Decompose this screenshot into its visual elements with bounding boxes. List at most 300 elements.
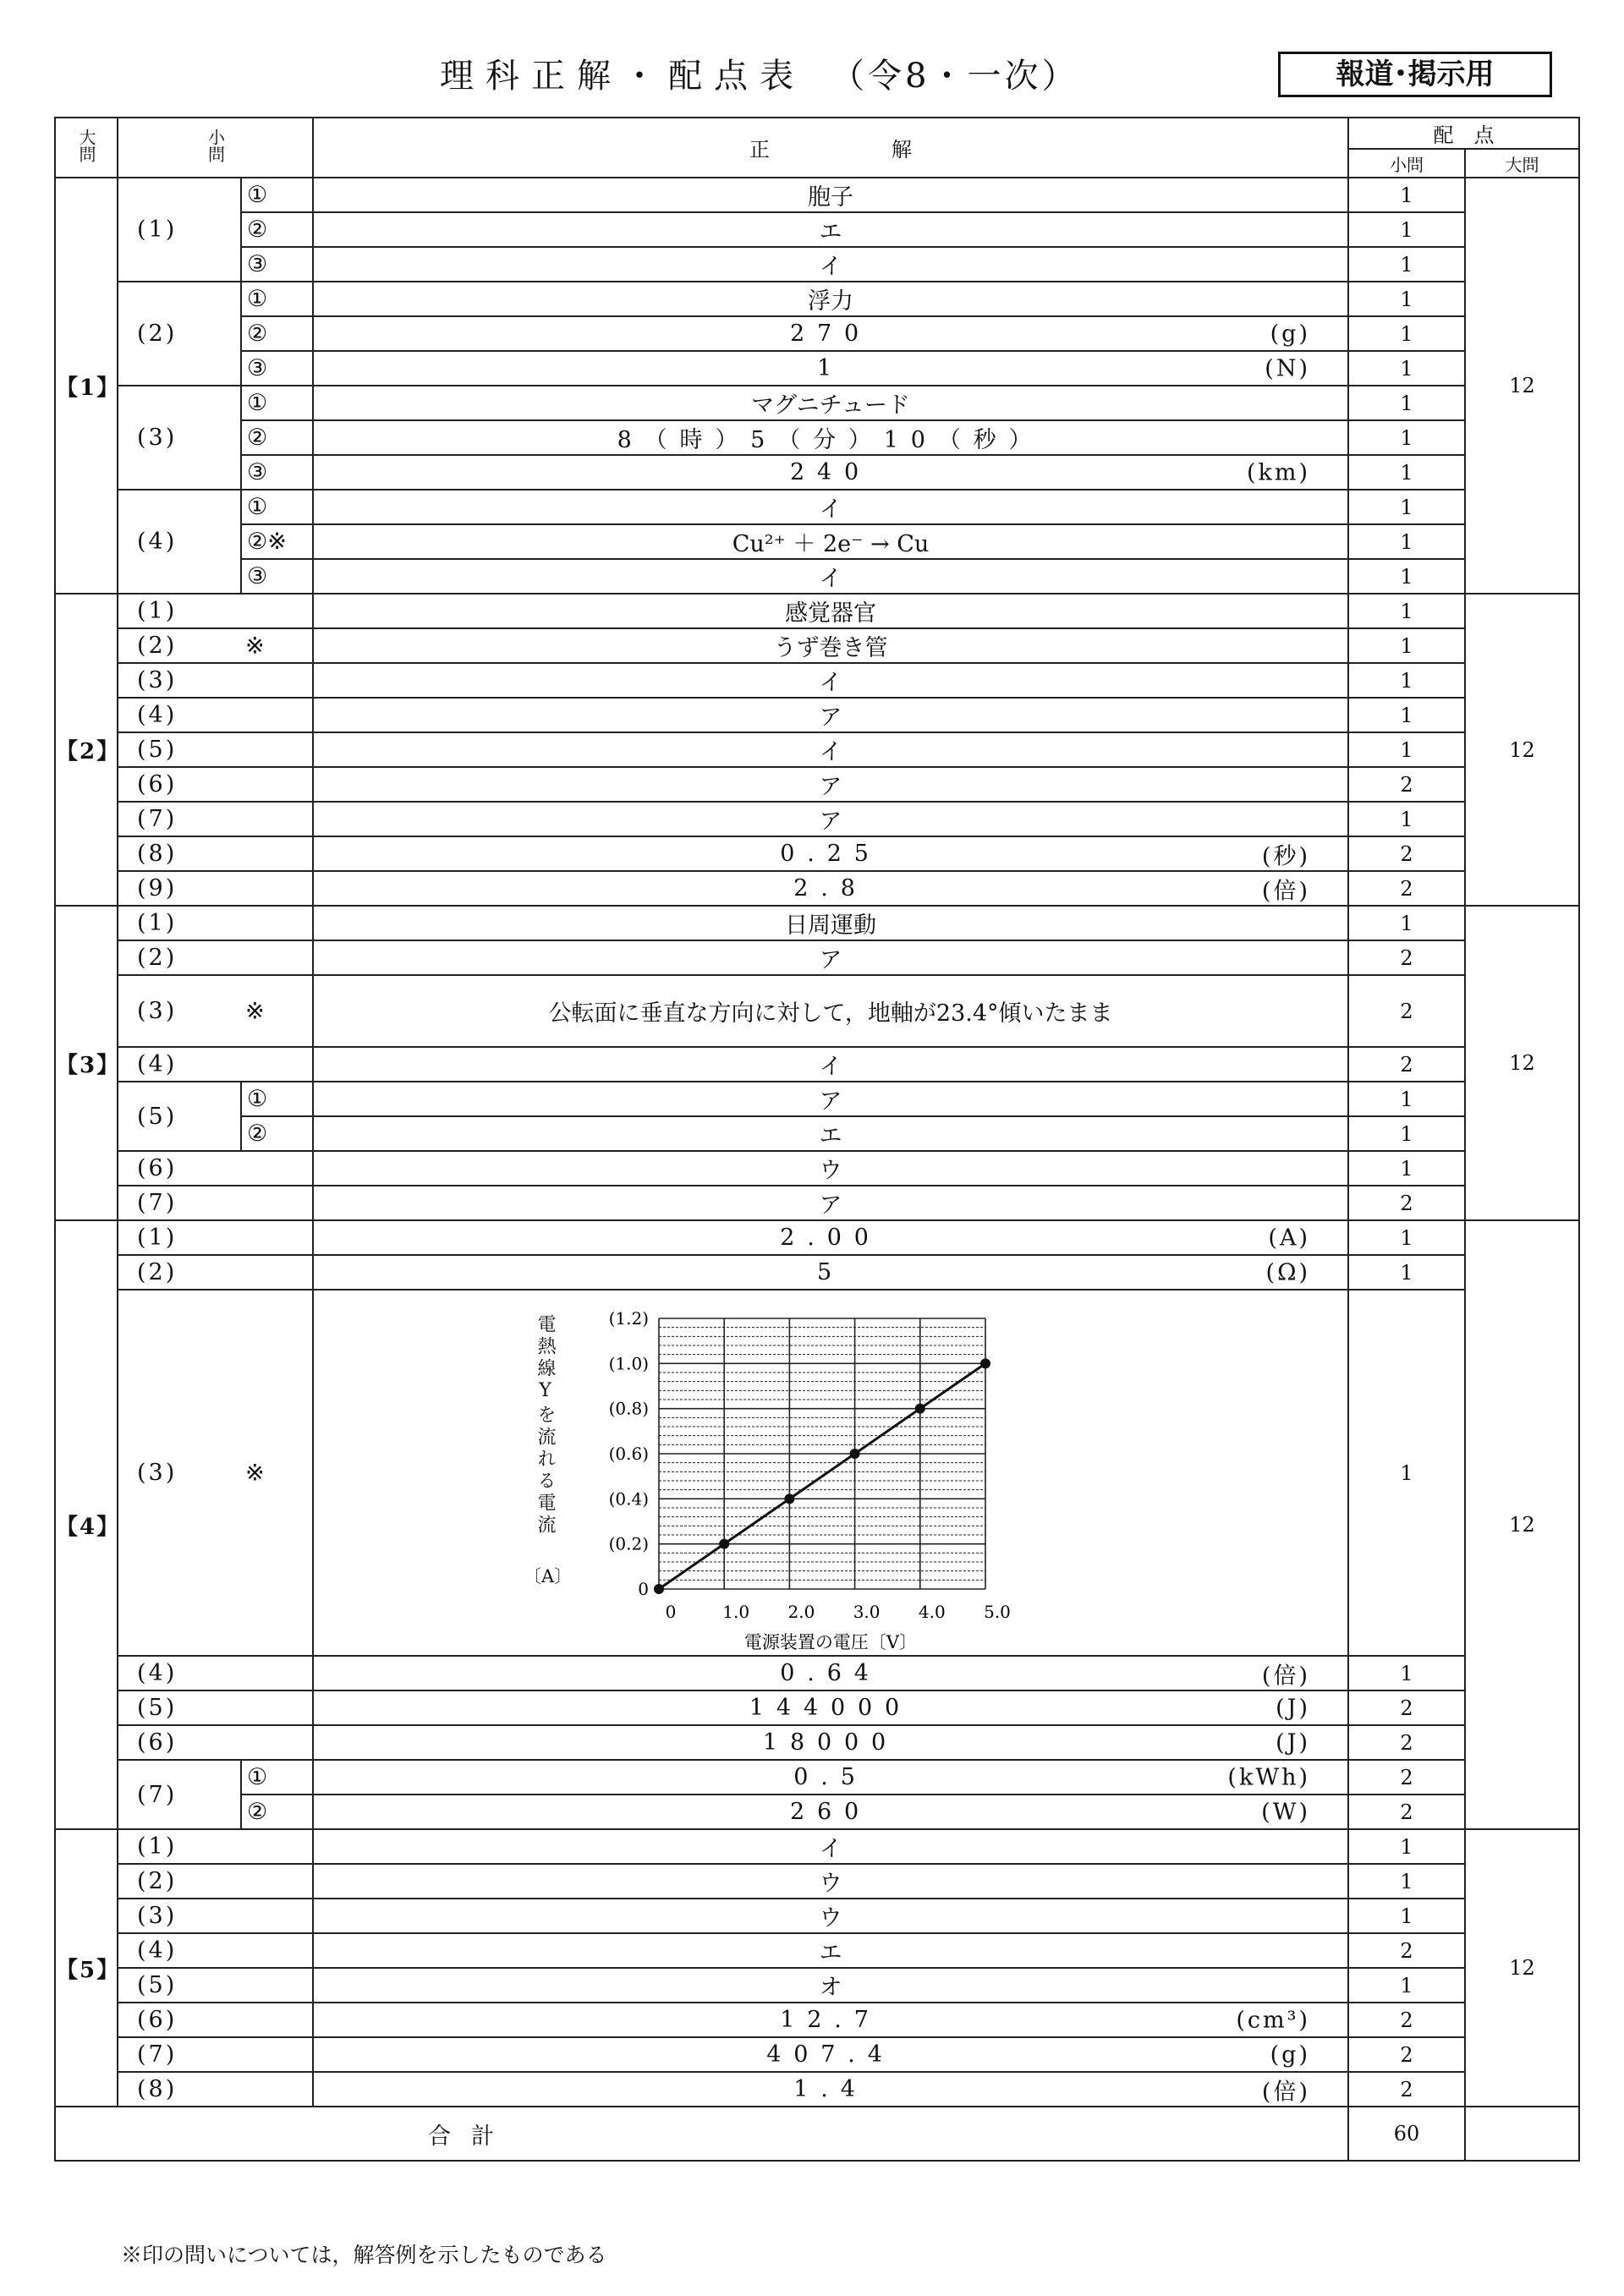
y-axis-title: 電熱線Yを流れる電流 — [535, 1314, 556, 1537]
answer-table — [54, 117, 1580, 2162]
question-points: 1 — [1348, 524, 1465, 559]
answer-cell — [313, 351, 1348, 386]
answer-cell — [313, 178, 1348, 212]
question-number — [118, 2072, 313, 2107]
question-number-text: (9) — [137, 875, 178, 901]
question-number-text: (6) — [137, 1729, 178, 1756]
sample-answer-mark: ※ — [245, 633, 267, 659]
answer-unit: (km) — [1246, 459, 1310, 485]
question-number — [118, 940, 313, 975]
answer-unit: (秒) — [1261, 843, 1310, 869]
question-number: (1) — [118, 178, 241, 282]
table-row — [55, 178, 1579, 212]
answer-cell — [313, 282, 1348, 316]
question-number-text: (4) — [137, 1051, 178, 1077]
page-title — [440, 49, 1078, 97]
answer-cell — [313, 663, 1348, 698]
question-number-text: (5) — [137, 737, 178, 763]
question-points: 1 — [1348, 906, 1465, 940]
table-row — [55, 1933, 1579, 1968]
data-point — [654, 1584, 664, 1594]
answer-text: Cu²⁺ ＋ 2e⁻ → Cu — [732, 531, 930, 557]
question-number-text: (5) — [137, 1695, 178, 1721]
question-points: 2 — [1348, 975, 1465, 1047]
answer-text: 407.4 — [766, 2041, 895, 2068]
table-row — [55, 628, 1579, 663]
answer-unit: (A) — [1268, 1225, 1310, 1251]
question-number-text: (4) — [137, 1937, 178, 1964]
table-row — [55, 2072, 1579, 2107]
answer-cell — [313, 2003, 1348, 2037]
question-points: 1 — [1348, 1255, 1465, 1290]
answer-text: 240 — [789, 459, 872, 485]
answer-unit: (J) — [1276, 1729, 1310, 1756]
question-number — [118, 802, 313, 836]
answer-unit: (N) — [1265, 355, 1310, 381]
answer-text: ア — [819, 704, 842, 731]
question-number — [118, 1047, 313, 1082]
question-points: 1 — [1348, 212, 1465, 247]
table-row — [55, 212, 1579, 247]
question-number — [118, 1968, 313, 2003]
question-number-text: (1) — [137, 598, 178, 624]
table-row — [55, 975, 1579, 1047]
sub-question-number: ③ — [241, 559, 313, 594]
answer-text: 胞子 — [808, 184, 853, 211]
answer-cell — [313, 732, 1348, 767]
question-points: 2 — [1348, 1690, 1465, 1725]
answer-text: イ — [819, 254, 842, 280]
y-tick-label: 0 — [638, 1579, 649, 1599]
answer-unit: (倍) — [1261, 2079, 1310, 2105]
question-number-text: (8) — [137, 841, 178, 867]
y-tick-label: (0.6) — [608, 1444, 649, 1464]
question-number-text: (3) — [137, 667, 178, 693]
section-points: 12 — [1465, 906, 1579, 1220]
header-small-question-text: 小問 — [205, 129, 226, 162]
answer-text: 260 — [789, 1799, 872, 1825]
answer-cell — [313, 1933, 1348, 1968]
x-axis-title: 電源装置の電圧〔V〕 — [743, 1632, 918, 1652]
table-row — [55, 1968, 1579, 2003]
table-row — [55, 1760, 1579, 1795]
question-number-text: (1) — [137, 1833, 178, 1860]
table-row — [55, 1725, 1579, 1760]
table-row — [55, 1047, 1579, 1082]
table-row — [55, 490, 1579, 524]
answer-cell — [313, 628, 1348, 663]
table-row — [55, 1290, 1579, 1656]
question-number — [118, 906, 313, 940]
data-point — [784, 1493, 794, 1504]
sub-question-number: ③ — [241, 351, 313, 386]
answer-text: 公転面に垂直な方向に対して，地軸が23.4°傾いたまま — [548, 1000, 1113, 1027]
answer-unit: (倍) — [1261, 878, 1310, 904]
answer-cell — [313, 455, 1348, 490]
question-number-text: (7) — [137, 1190, 178, 1216]
answer-cell — [313, 1829, 1348, 1864]
question-number: (4) — [118, 490, 241, 594]
answer-cell — [313, 1690, 1348, 1725]
section-label: 【1】 — [55, 178, 118, 594]
answer-text: ア — [819, 947, 842, 973]
question-points: 1 — [1348, 1968, 1465, 2003]
header-points-big: 大問 — [1465, 149, 1579, 178]
answer-text: エ — [819, 219, 842, 245]
question-number — [118, 1186, 313, 1220]
question-points: 2 — [1348, 940, 1465, 975]
question-number — [118, 871, 313, 906]
question-number — [118, 1864, 313, 1899]
section-label: 【3】 — [55, 906, 118, 1220]
data-point — [915, 1404, 925, 1414]
answer-text: 1.4 — [793, 2076, 868, 2102]
answer-cell — [313, 940, 1348, 975]
question-number — [118, 1690, 313, 1725]
title-subtitle: （令8・一次） — [831, 57, 1079, 96]
question-number-text: (4) — [137, 1660, 178, 1686]
answer-text: 2.8 — [793, 875, 868, 901]
answer-text: 5 — [816, 1259, 845, 1285]
answer-text: 1 — [816, 355, 845, 381]
question-points: 1 — [1348, 316, 1465, 351]
answer-text: エ — [819, 1123, 842, 1149]
answer-text: イ — [819, 1836, 842, 1862]
question-number — [118, 1725, 313, 1760]
question-number: (7) — [118, 1760, 241, 1829]
answer-text: エ — [819, 1940, 842, 1966]
sub-question-number: ③ — [241, 455, 313, 490]
table-row — [55, 247, 1579, 282]
answer-cell — [313, 1760, 1348, 1795]
section-points: 12 — [1465, 1220, 1579, 1829]
answer-unit: (倍) — [1261, 1663, 1310, 1689]
question-number-text: (1) — [137, 1225, 178, 1251]
question-number-text: (8) — [137, 2076, 178, 2102]
table-row — [55, 1656, 1579, 1690]
question-points: 1 — [1348, 559, 1465, 594]
answer-unit: (g) — [1270, 2041, 1310, 2068]
answer-text: ア — [819, 774, 842, 800]
table-row — [55, 594, 1579, 628]
chart — [314, 1290, 1347, 1655]
section-points: 12 — [1465, 1829, 1579, 2107]
question-number-text: (6) — [137, 2007, 178, 2033]
question-number — [118, 1656, 313, 1690]
question-number — [118, 732, 313, 767]
question-number — [118, 1151, 313, 1186]
sub-question-number: ① — [241, 490, 313, 524]
answer-text: ア — [819, 808, 842, 835]
answer-cell — [313, 212, 1348, 247]
answer-unit: (Ω) — [1265, 1259, 1310, 1285]
table-row — [55, 1829, 1579, 1864]
answer-cell — [313, 767, 1348, 802]
answer-text: ウ — [819, 1158, 842, 1184]
footnote: ※印の問いについては，解答例を示したものである — [121, 2243, 607, 2267]
section-label: 【4】 — [55, 1220, 118, 1829]
question-points: 2 — [1348, 1186, 1465, 1220]
question-points: 1 — [1348, 1656, 1465, 1690]
question-points: 1 — [1348, 802, 1465, 836]
question-points: 1 — [1348, 1829, 1465, 1864]
x-tick-label: 1.0 — [722, 1602, 750, 1622]
question-points: 2 — [1348, 2003, 1465, 2037]
question-number — [118, 698, 313, 732]
answer-text: ア — [819, 1088, 842, 1115]
table-row — [55, 386, 1579, 420]
question-number — [118, 2003, 313, 2037]
question-points: 1 — [1348, 455, 1465, 490]
answer-cell — [313, 420, 1348, 455]
question-number: (3) — [118, 386, 241, 490]
answer-text: イ — [819, 670, 842, 696]
answer-cell — [313, 1899, 1348, 1933]
answer-unit: (kWh) — [1227, 1764, 1310, 1790]
press-badge: 報道･掲示用 — [1278, 52, 1552, 97]
question-number-text: (5) — [137, 1972, 178, 1998]
table-row — [55, 1186, 1579, 1220]
question-number — [118, 767, 313, 802]
y-tick-label: (0.8) — [608, 1398, 649, 1419]
header-big-question-text: 大問 — [76, 129, 96, 162]
question-number — [118, 1290, 313, 1656]
question-number-text: (3) — [137, 1903, 178, 1929]
question-points: 1 — [1348, 178, 1465, 212]
answer-unit: (J) — [1276, 1695, 1310, 1721]
table-row — [55, 698, 1579, 732]
answer-text: 2.00 — [780, 1225, 881, 1251]
question-number-text: (3) — [137, 998, 178, 1024]
question-points: 2 — [1348, 1725, 1465, 1760]
answer-unit: (cm³) — [1236, 2007, 1310, 2033]
question-points: 1 — [1348, 663, 1465, 698]
sub-question-number: ① — [241, 1760, 313, 1795]
answer-cell — [313, 1290, 1348, 1656]
table-row — [55, 1255, 1579, 1290]
question-number — [118, 1933, 313, 1968]
answer-cell — [313, 490, 1348, 524]
answer-text: 18000 — [762, 1729, 899, 1756]
header-points-small: 小問 — [1348, 149, 1465, 178]
title-text: 理科正解・配点表 — [440, 57, 805, 96]
answer-cell — [313, 906, 1348, 940]
question-points: 1 — [1348, 247, 1465, 282]
answer-text: ウ — [819, 1905, 842, 1932]
section-label: 【5】 — [55, 1829, 118, 2107]
total-empty-cell — [1465, 2107, 1579, 2161]
question-number-text: (7) — [137, 806, 178, 832]
answer-text: イ — [819, 496, 842, 523]
answer-cell — [313, 1047, 1348, 1082]
sub-question-number: ② — [241, 212, 313, 247]
question-number — [118, 628, 313, 663]
x-tick-label: 3.0 — [853, 1602, 881, 1622]
question-number-text: (2) — [137, 1868, 178, 1894]
answer-text: 270 — [789, 321, 872, 347]
question-points: 2 — [1348, 1760, 1465, 1795]
header-small-question — [118, 118, 313, 178]
section-points: 12 — [1465, 178, 1579, 594]
answer-cell — [313, 1220, 1348, 1255]
x-tick-label: 5.0 — [984, 1602, 1011, 1622]
question-points: 1 — [1348, 1082, 1465, 1116]
table-row — [55, 524, 1579, 559]
answer-cell — [313, 975, 1348, 1047]
table-row — [55, 767, 1579, 802]
data-point — [719, 1539, 729, 1549]
answer-text: イ — [819, 1054, 842, 1080]
sample-answer-mark: ※ — [245, 1460, 267, 1486]
question-number — [118, 836, 313, 871]
answer-cell — [313, 871, 1348, 906]
question-points: 1 — [1348, 282, 1465, 316]
question-number-text: (2) — [137, 1259, 178, 1285]
table-row — [55, 1864, 1579, 1899]
answer-cell — [313, 836, 1348, 871]
table-row — [55, 1082, 1579, 1116]
question-points: 1 — [1348, 628, 1465, 663]
answer-text: うず巻き管 — [773, 635, 888, 661]
question-number — [118, 1899, 313, 1933]
question-points: 1 — [1348, 386, 1465, 420]
total-points: 60 — [1348, 2107, 1465, 2161]
sub-question-number: ②※ — [241, 524, 313, 559]
question-points: 2 — [1348, 871, 1465, 906]
table-row — [55, 316, 1579, 351]
answer-cell — [313, 1656, 1348, 1690]
answer-text: ア — [819, 1192, 842, 1219]
total-label: 合計 — [55, 2107, 1348, 2161]
sub-question-number: ① — [241, 282, 313, 316]
answer-cell — [313, 1864, 1348, 1899]
question-number — [118, 1255, 313, 1290]
question-points: 2 — [1348, 836, 1465, 871]
answer-text: 8（時）5（分）10（秒） — [617, 427, 1045, 453]
answer-text: 0.5 — [793, 1764, 868, 1790]
y-axis-unit: 〔A〕 — [524, 1566, 573, 1586]
chart-svg — [314, 1290, 1349, 1655]
question-number-text: (3) — [137, 1460, 178, 1486]
answer-cell — [313, 247, 1348, 282]
answer-cell — [313, 1186, 1348, 1220]
answer-text: 0.25 — [780, 841, 881, 867]
table-row — [55, 940, 1579, 975]
table-row — [55, 732, 1579, 767]
question-number-text: (2) — [137, 945, 178, 971]
answer-text: マグニチュード — [751, 392, 910, 419]
answer-text: 感覚器官 — [785, 600, 876, 627]
question-points: 1 — [1348, 1864, 1465, 1899]
sub-question-number: ② — [241, 1116, 313, 1151]
answer-cell — [313, 594, 1348, 628]
answer-cell — [313, 1255, 1348, 1290]
answer-cell — [313, 2072, 1348, 2107]
x-tick-label: 2.0 — [787, 1602, 815, 1622]
table-row — [55, 906, 1579, 940]
table-row — [55, 1116, 1579, 1151]
answer-text: 浮力 — [808, 288, 853, 315]
question-points: 2 — [1348, 1047, 1465, 1082]
table-row — [55, 836, 1579, 871]
table-row — [55, 2037, 1579, 2072]
question-number-text: (1) — [137, 910, 178, 936]
question-points: 2 — [1348, 1933, 1465, 1968]
x-tick-label: 4.0 — [918, 1602, 946, 1622]
question-points: 1 — [1348, 1290, 1465, 1656]
question-number — [118, 975, 313, 1047]
sample-answer-mark: ※ — [245, 998, 267, 1024]
data-line — [659, 1363, 985, 1589]
table-row — [55, 420, 1579, 455]
answer-cell — [313, 1725, 1348, 1760]
question-number-text: (2) — [137, 633, 178, 659]
table-row — [55, 1151, 1579, 1186]
question-number — [118, 663, 313, 698]
question-points: 1 — [1348, 594, 1465, 628]
sub-question-number: ② — [241, 316, 313, 351]
answer-text: イ — [819, 566, 842, 592]
table-row — [55, 2003, 1579, 2037]
question-points: 2 — [1348, 2072, 1465, 2107]
answer-unit: (g) — [1270, 321, 1310, 347]
data-point — [850, 1449, 860, 1459]
sub-question-number: ① — [241, 1082, 313, 1116]
question-points: 2 — [1348, 1795, 1465, 1829]
x-tick-label: 0 — [665, 1602, 677, 1622]
answer-cell — [313, 524, 1348, 559]
question-points: 1 — [1348, 1116, 1465, 1151]
answer-text: 0.64 — [780, 1660, 881, 1686]
answer-text: イ — [819, 739, 842, 765]
sub-question-number: ② — [241, 420, 313, 455]
answer-text: 12.7 — [780, 2007, 881, 2033]
answer-unit: (W) — [1261, 1799, 1310, 1825]
data-point — [980, 1358, 990, 1368]
table-row — [55, 663, 1579, 698]
question-points: 1 — [1348, 420, 1465, 455]
question-points: 1 — [1348, 698, 1465, 732]
table-row — [55, 559, 1579, 594]
header-answer: 正 解 — [313, 118, 1348, 178]
answer-cell — [313, 2037, 1348, 2072]
question-points: 1 — [1348, 1220, 1465, 1255]
section-label: 【2】 — [55, 594, 118, 906]
table-row — [55, 282, 1579, 316]
question-number-text: (4) — [137, 702, 178, 728]
answer-cell — [313, 1151, 1348, 1186]
table-row — [55, 1795, 1579, 1829]
answer-cell — [313, 1116, 1348, 1151]
question-number: (5) — [118, 1082, 241, 1151]
answer-cell — [313, 1795, 1348, 1829]
sub-question-number: ② — [241, 1795, 313, 1829]
table-row — [55, 1690, 1579, 1725]
answer-text: 日周運動 — [785, 912, 876, 939]
table-row — [55, 1220, 1579, 1255]
question-number-text: (7) — [137, 2041, 178, 2068]
question-points: 2 — [1348, 767, 1465, 802]
question-number — [118, 1829, 313, 1864]
answer-text: ウ — [819, 1871, 842, 1897]
table-row — [55, 455, 1579, 490]
question-number — [118, 2037, 313, 2072]
y-tick-label: (0.4) — [608, 1488, 649, 1510]
table-row — [55, 871, 1579, 906]
table-row — [55, 1899, 1579, 1933]
answer-cell — [313, 386, 1348, 420]
question-number — [118, 1220, 313, 1255]
